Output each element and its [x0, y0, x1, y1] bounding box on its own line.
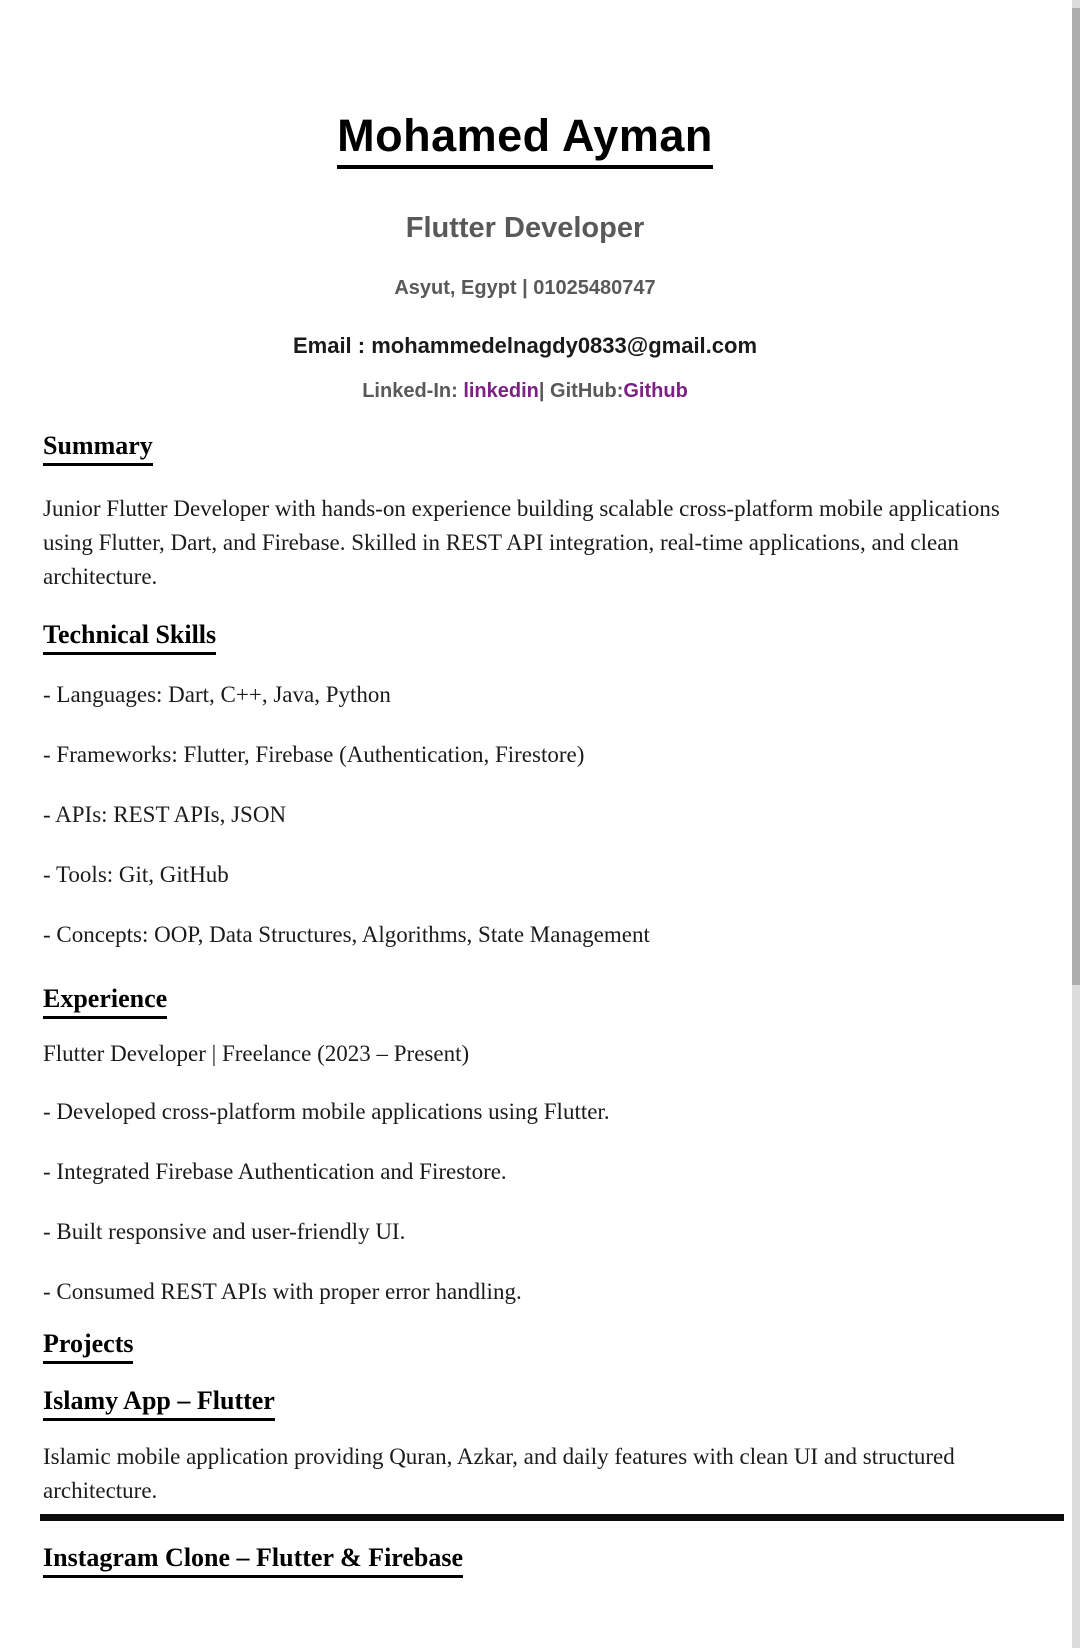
linkedin-link[interactable]: linkedin	[463, 379, 539, 402]
skill-item: - Concepts: OOP, Data Structures, Algorithms, State Management	[43, 921, 650, 947]
links-label: Linked-In:	[362, 379, 464, 402]
skill-item: - Languages: Dart, C++, Java, Python	[43, 681, 391, 707]
contact-email: Email : mohammedelnagdy0833@gmail.com	[292, 332, 758, 358]
technical-skills-heading: Technical Skills	[43, 620, 1007, 655]
links-separator: | GitHub:	[538, 379, 624, 402]
summary-heading: Summary	[43, 431, 1007, 466]
experience-item: - Built responsive and user-friendly UI.	[43, 1218, 406, 1244]
projects-heading: Projects	[43, 1329, 1007, 1364]
project-title-instagram: Instagram Clone – Flutter & Firebase	[43, 1543, 1007, 1578]
job-title: Flutter Developer	[405, 211, 645, 244]
skill-item: - APIs: REST APIs, JSON	[43, 801, 287, 827]
page-title: Mohamed Ayman	[337, 111, 713, 169]
experience-role: Flutter Developer | Freelance (2023 – Present)	[43, 1040, 470, 1066]
contact-location: Asyut, Egypt | 01025480747	[394, 276, 656, 299]
scrollbar-thumb[interactable]	[1072, 8, 1080, 985]
header	[43, 111, 1007, 169]
contact-links	[43, 379, 1007, 403]
experience-heading: Experience	[43, 984, 1007, 1019]
experience-item: - Integrated Firebase Authentication and Firestore.	[43, 1158, 507, 1184]
section-divider	[40, 1514, 1064, 1521]
summary-text: Junior Flutter Developer with hands-on experience building scalable cross-platform mobile applications using Flutter, Dart, and Firebase. Skilled in REST API integration, real-time applications, and clean architecture.	[43, 495, 1000, 589]
experience-item: - Consumed REST APIs with proper error handling.	[43, 1278, 522, 1304]
skill-item: - Frameworks: Flutter, Firebase (Authentication, Firestore)	[43, 741, 585, 767]
scrollbar-track[interactable]	[1072, 0, 1080, 1648]
experience-item: - Developed cross-platform mobile applications using Flutter.	[43, 1098, 610, 1124]
skill-item: - Tools: Git, GitHub	[43, 861, 229, 887]
github-link[interactable]: Github	[623, 379, 688, 402]
project-title-islamy: Islamy App – Flutter	[43, 1386, 1007, 1421]
project-description-islamy: Islamic mobile application providing Quran, Azkar, and daily features with clean UI and structured architecture.	[43, 1443, 955, 1503]
